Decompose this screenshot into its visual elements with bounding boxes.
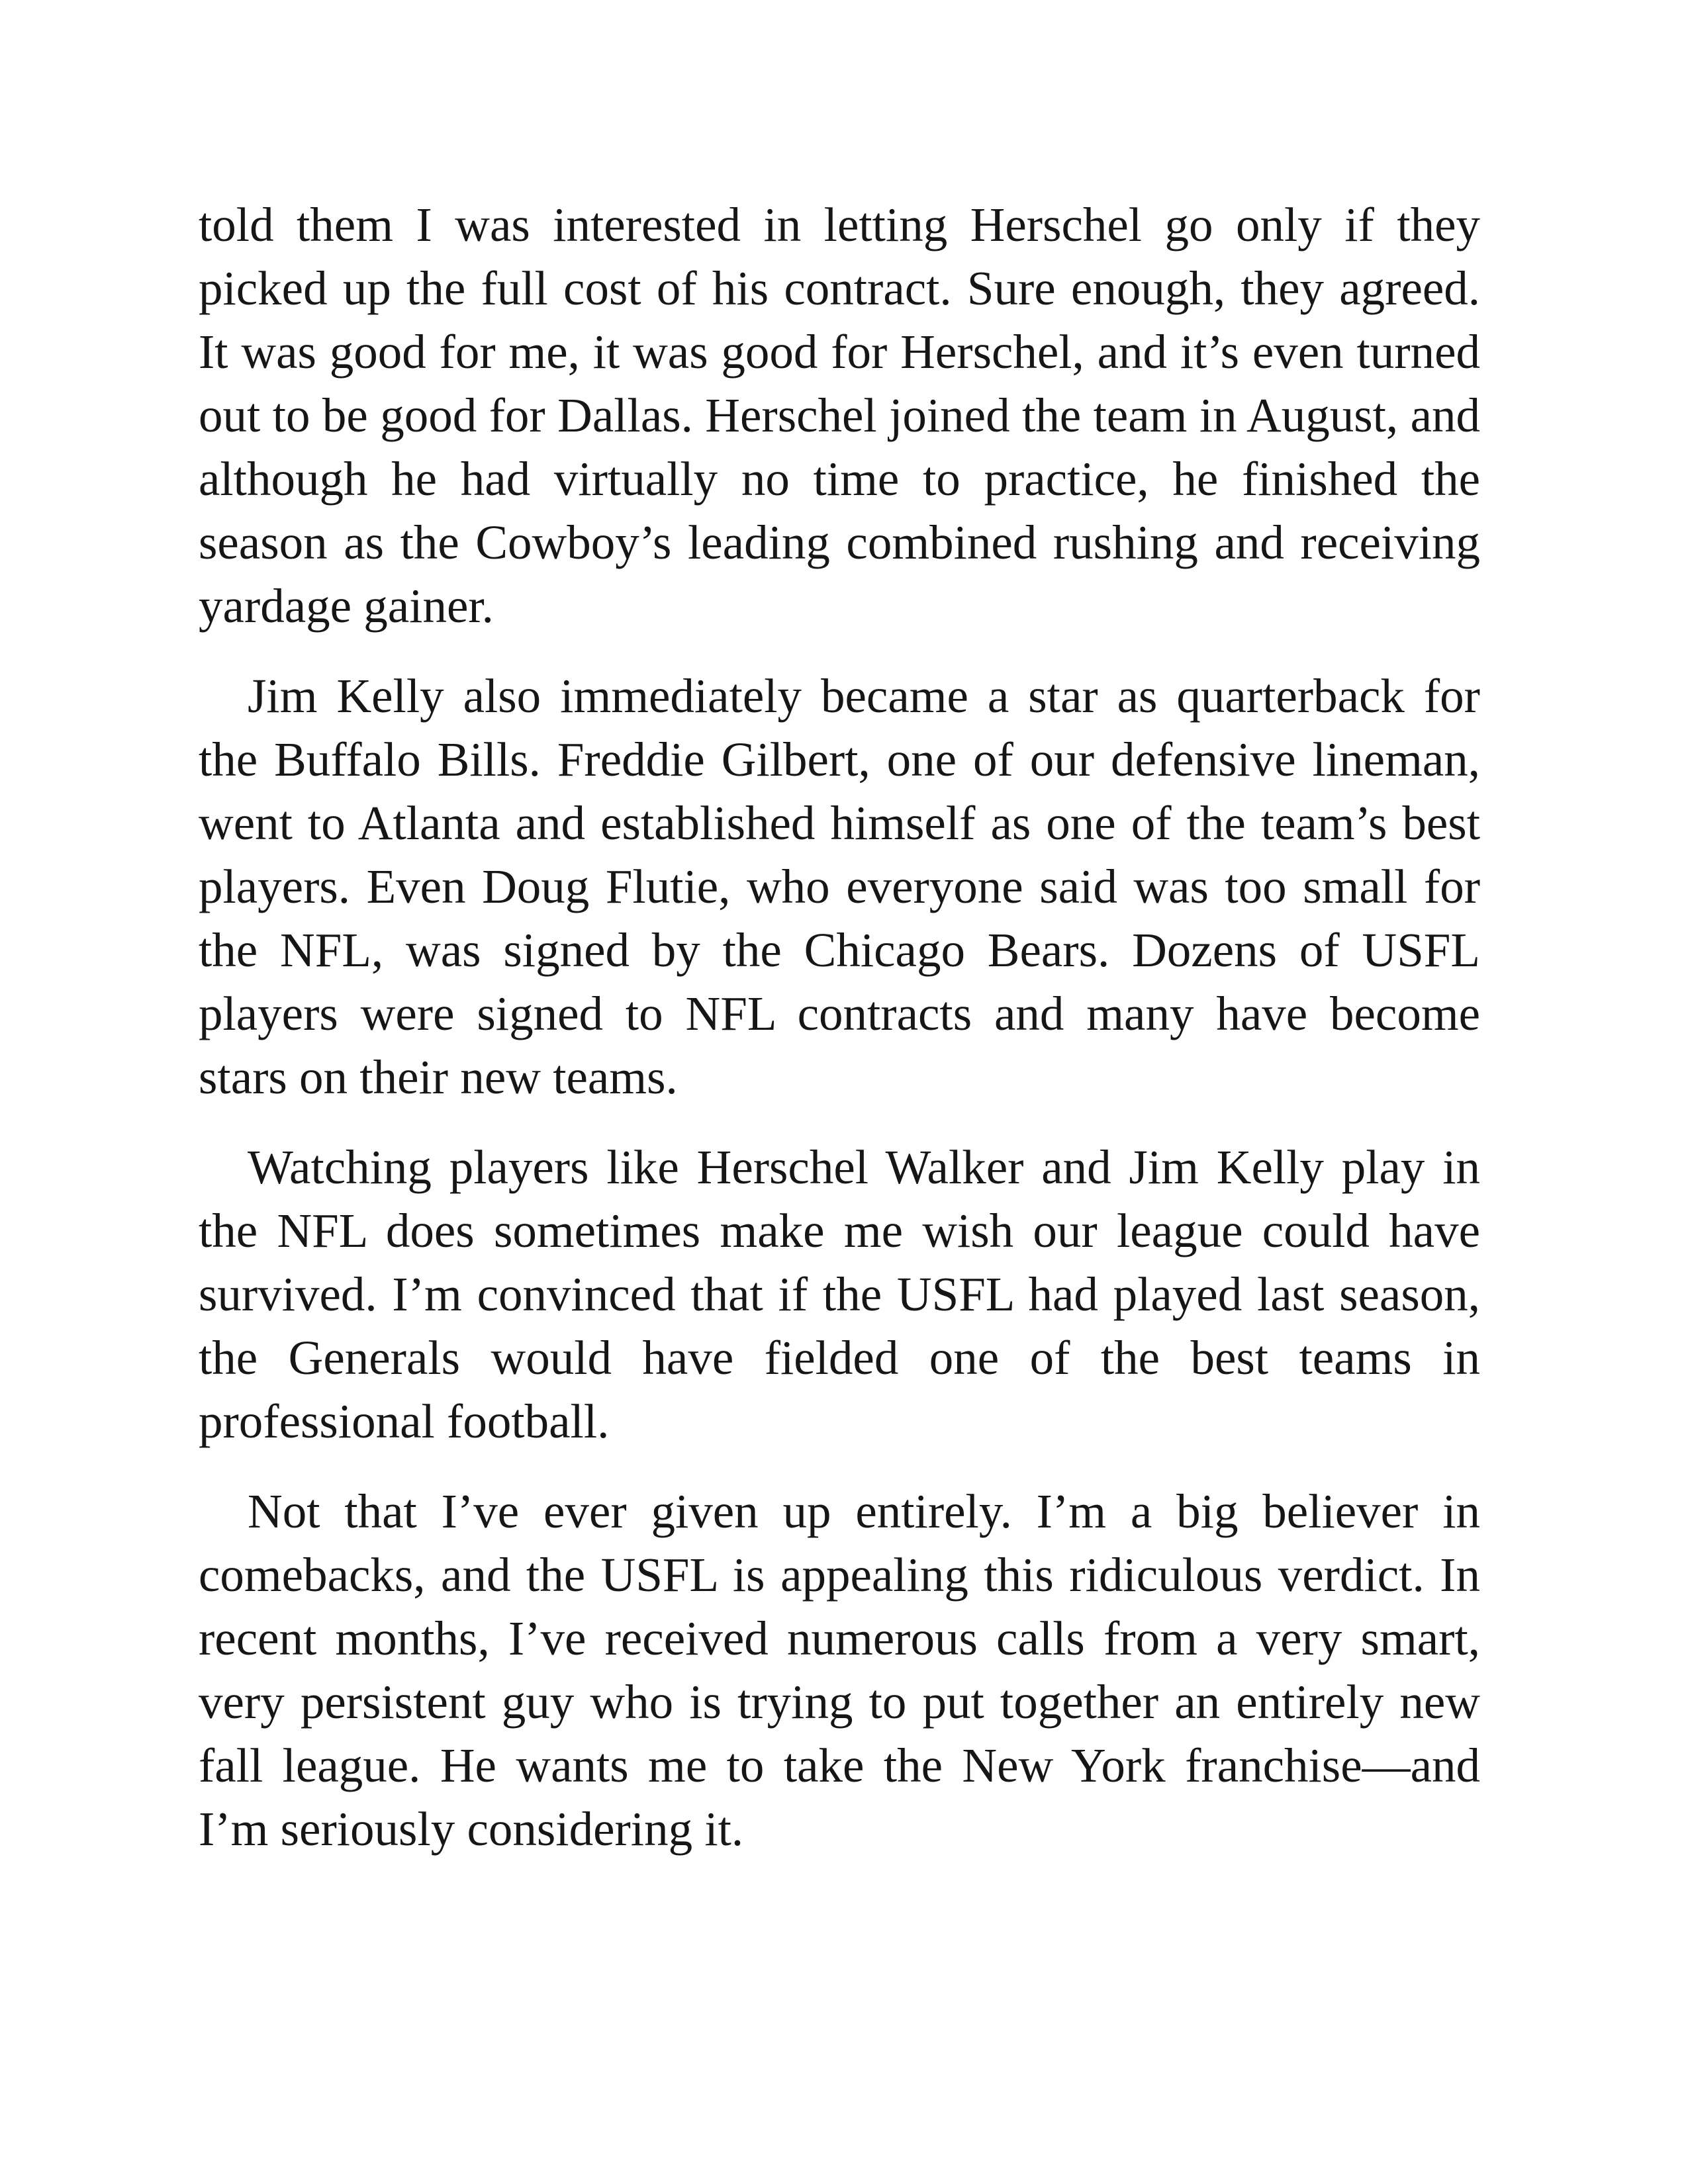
paragraph: told them I was interested in letting Herschel go only if they picked up the full cost of his contract. Sure enough, they agreed. It was good for me, it was good for Herschel, and it’s even turned out to be good for Dallas. Herschel joined the team in August, and although he had virtually no time to practice, he finished the season as the Cowboy’s leading combined rushing and receiving yardage gainer.	[199, 198, 1480, 633]
paragraph: Watching players like Herschel Walker and Jim Kelly play in the NFL does sometimes make me wish our league could have survived. I’m convinced that if the USFL had played last season, the Generals would have fielded one of the best teams in professional football.	[199, 1140, 1480, 1448]
page-body	[199, 193, 1480, 1888]
paragraph: Not that I’ve ever given up entirely. I’m a big believer in comebacks, and the USFL is appealing this ridiculous verdict. In recent months, I’ve received numerous calls from a very smart, very persistent guy who is trying to put together an entirely new fall league. He wants me to take the New York franchise—and I’m seriously considering it.	[199, 1484, 1480, 1856]
paragraph: Jim Kelly also immediately became a star as quarterback for the Buffalo Bills. Freddie Gilbert, one of our defensive lineman, went to Atlanta and established himself as one of the team’s best players. Even Doug Flutie, who everyone said was too small for the NFL, was signed by the Chicago Bears. Dozens of USFL players were signed to NFL contracts and many have become stars on their new teams.	[199, 669, 1480, 1104]
